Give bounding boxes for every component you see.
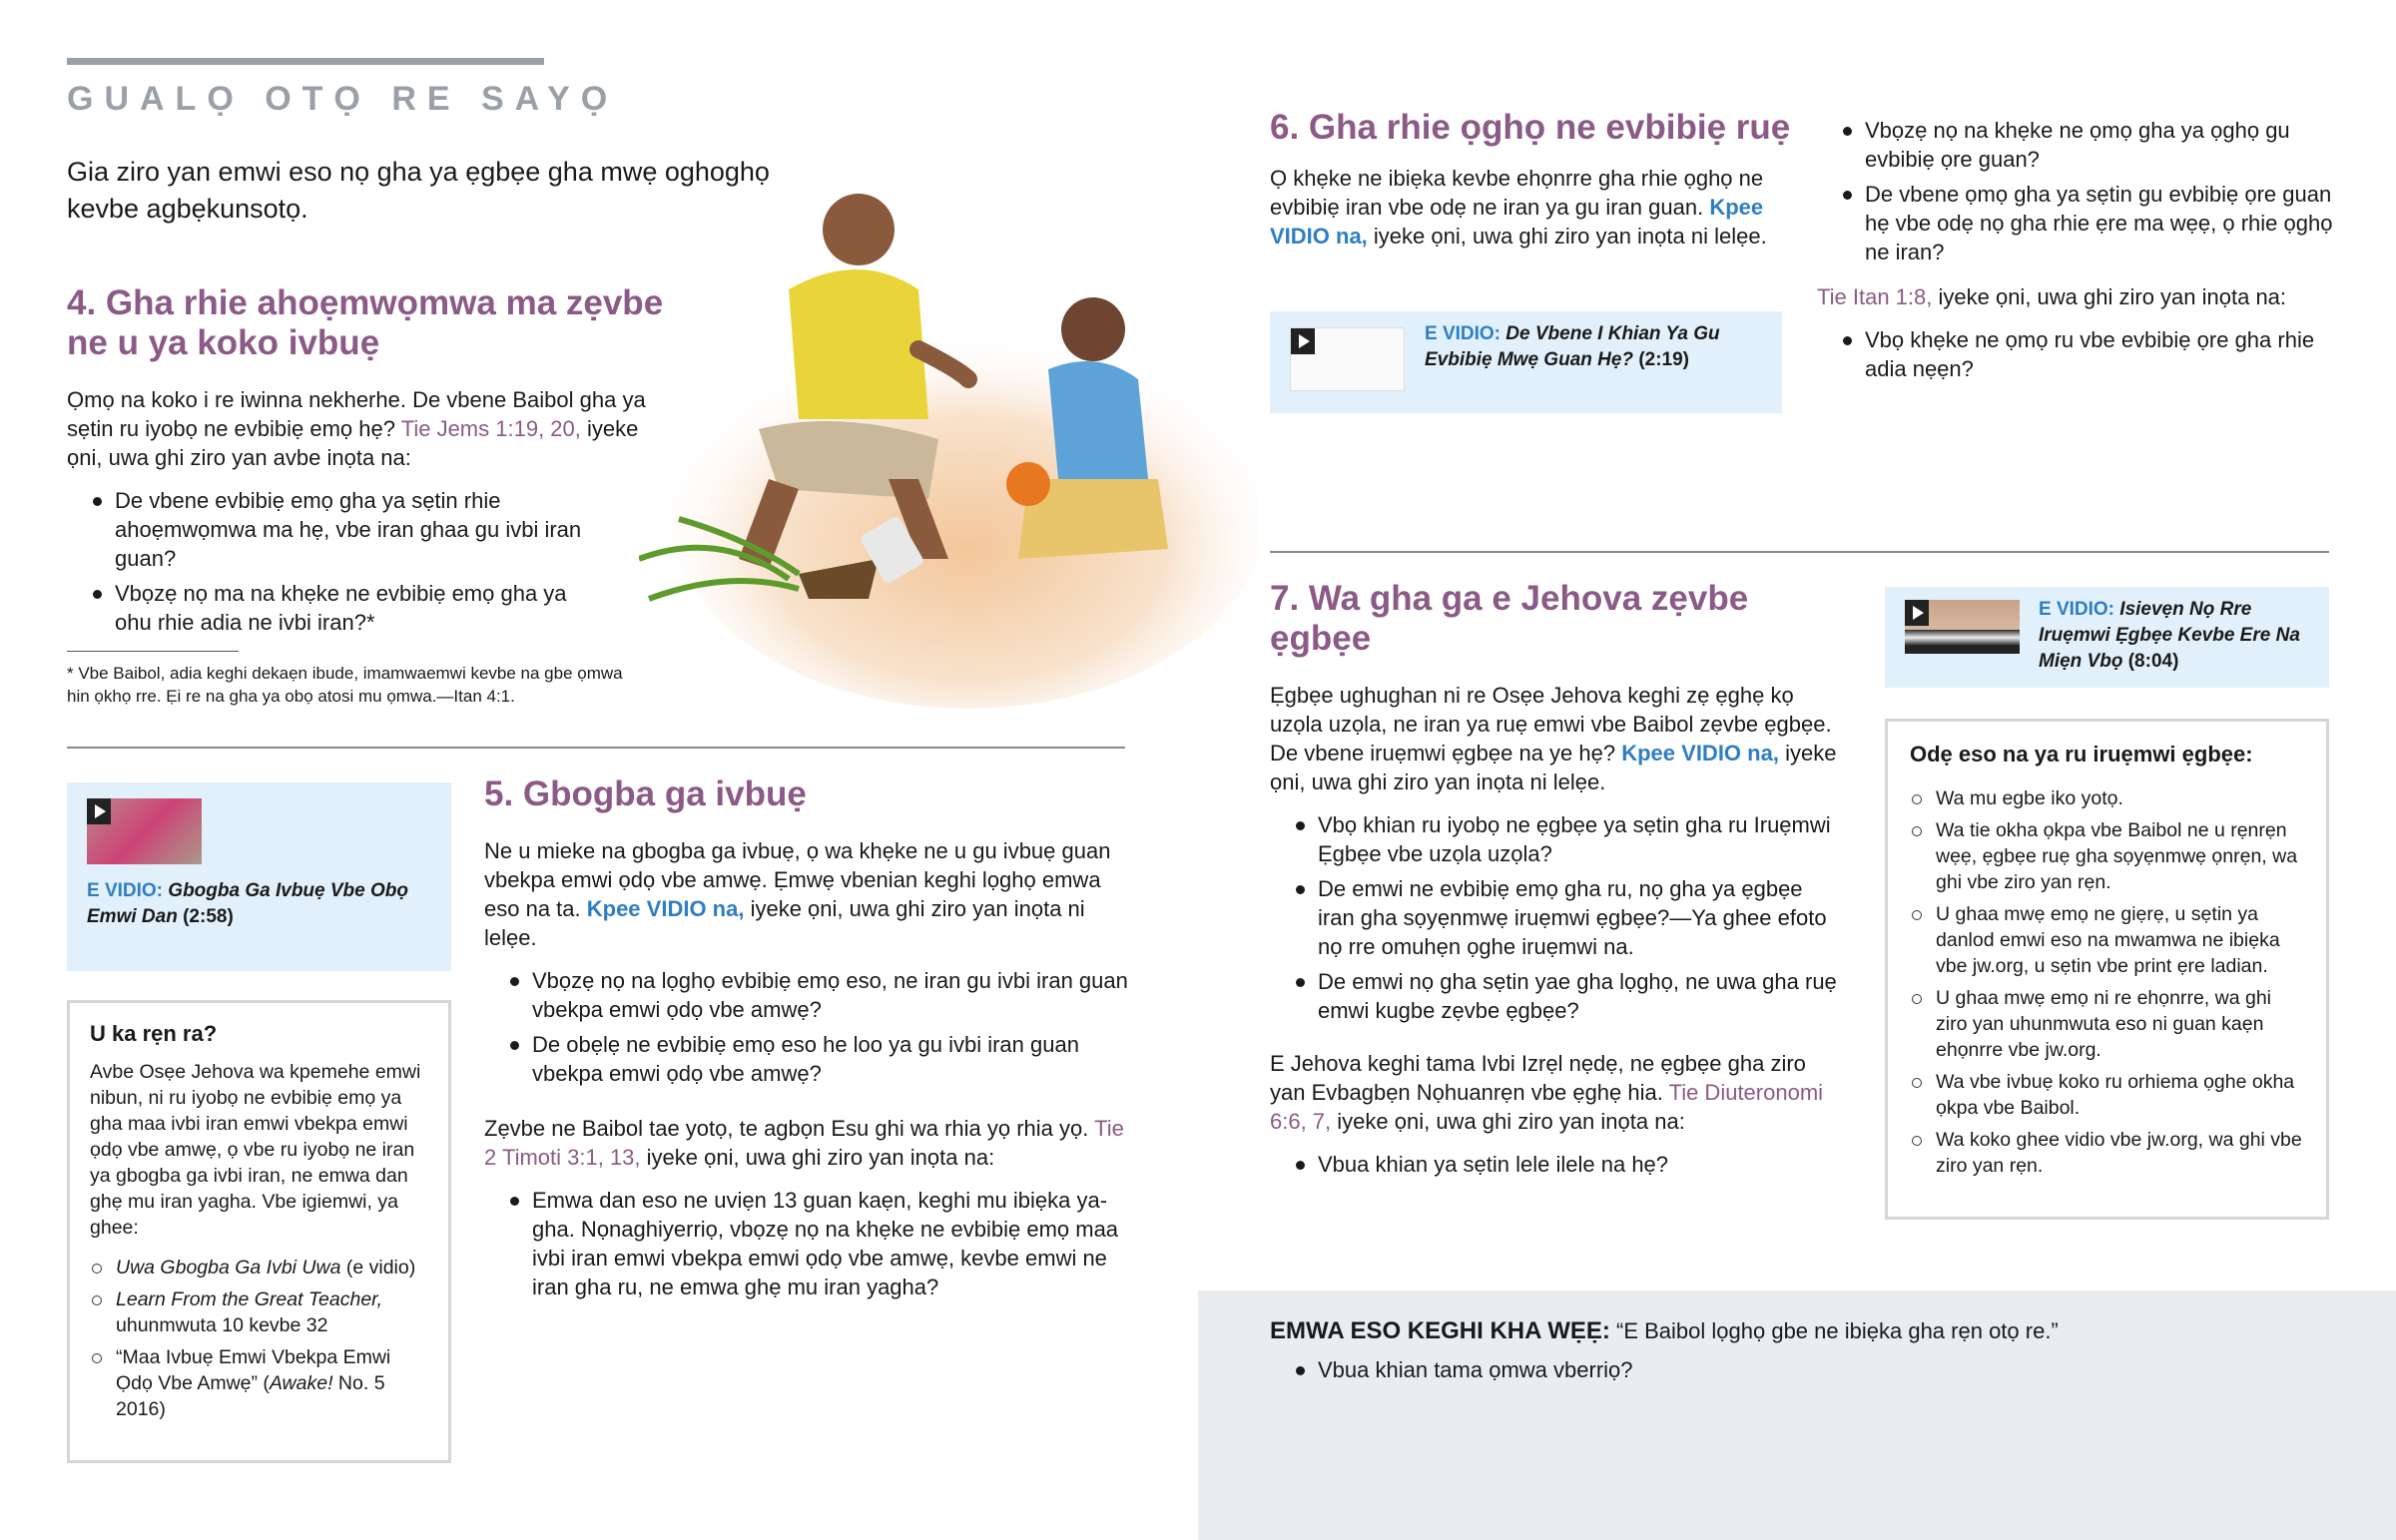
did-you-know-box: U ka rẹn ra? Avbe Osẹe Jehova wa kpemehe emwi nibun, ni ru iyobọ ne evbibiẹ emọ ya gha maa ivbi iran emwi vbekpa emwi ọdọ vbe amwẹ, ọ vbe ru iyobọ ne iran ya gbogba ga ivbi iran, ne emwa dan ghẹ mu iran yagha. Vbe igiemwi, ya ghee: Uwa Gbogba Ga Ivbi Uwa (e vidio) Learn From the Great Teacher, uhunmwuta 10 kevbe 32 “Maa Ivbuẹ Emwi Vbekpa Emwi Ọdọ Vbe Amwẹ” (Awake! No. 5 2016) <box>67 1000 451 1463</box>
question: Vbọzẹ nọ na lọghọ evbibiẹ emọ eso, ne iran gu ivbi iran guan vbekpa emwi ọdọ vbe amwẹ? <box>484 966 1128 1024</box>
section-6: 6. Gha rhie ọghọ ne evbibiẹ ruẹ Ọ khẹke ne ibiẹka kevbe ehọnrre gha rhie ọghọ ne evbibiẹ iran vbe odẹ ne iran ya gu iran guan. Kpee VIDIO na, iyeke ọni, uwa ghi ziro yan inọta ni lelẹe. <box>1270 108 1804 251</box>
scripture-link[interactable]: Tie 2 Timoti 3:1, 13, <box>484 1116 1124 1170</box>
video-thumbnail[interactable] <box>1290 327 1405 391</box>
intro-text: Gia ziro yan emwi eso nọ gha ya ẹgbẹe gha mwẹ oghoghọ kevbe agbẹkunsotọ. <box>67 157 770 224</box>
question: De emwi nọ gha sẹtin yae gha lọghọ, ne uwa gha ruẹ emwi kugbe zẹvbe ẹgbẹe? <box>1270 967 1839 1025</box>
question: De obẹlẹ ne evbibiẹ emọ eso he loo ya gu ivbi iran guan vbekpa emwi ọdọ vbe amwẹ? <box>484 1030 1128 1088</box>
section-4-title: 4. Gha rhie ahoẹmwọmwa ma zẹvbe ne u ya koko ivbuẹ <box>67 283 664 362</box>
tip-item: Wa vbe ivbuẹ koko ru orhiema ọghe okha ọkpa vbe Baibol. <box>1910 1069 2304 1121</box>
video-title[interactable]: Gbogba Ga Ivbuẹ Vbe Obọ Emwi Dan <box>87 880 408 927</box>
box-title: U ka rẹn ra? <box>90 1021 218 1046</box>
section-4 <box>67 283 666 708</box>
video-thumbnail[interactable] <box>87 798 202 864</box>
video-card-7[interactable]: E VIDIO: Isievẹn Nọ Rre Iruẹmwi Ẹgbẹe Kevbe Ere Na Miẹn Vbọ (8:04) <box>1885 587 2329 688</box>
question: Vbọ khian ru iyobọ ne ẹgbẹe ya sẹtin gha ru Iruẹmwi Ẹgbẹe vbe uzọla uzọla? <box>1270 810 1839 868</box>
tip-item: U ghaa mwẹ emọ ne giẹrẹ, u sẹtin ya danlod emwi eso na mwamwa ne ibiẹka vbe jw.org, u sẹtin vbe print ẹre ladian. <box>1910 901 2304 979</box>
video-title[interactable]: Isievẹn Nọ Rre Iruẹmwi Ẹgbẹe Kevbe Ere Na Miẹn Vbọ <box>2039 599 2300 672</box>
section-kicker: GUALỌ OTỌ RE SAYỌ <box>67 80 619 118</box>
tip-item: U ghaa mwẹ emọ ni re ehọnrre, wa ghi ziro yan uhunmwuta eso ni guan kaẹn ehọnrre vbe jw.org. <box>1910 985 2304 1063</box>
question: Emwa dan eso ne uviẹn 13 guan kaẹn, keghi mu ibiẹka yagha. Nọnaghiyerriọ, vbọzẹ nọ na khẹke ne evbibiẹ emọ maa ivbi iran emwi vbekpa emwi ọdọ vbe amwẹ, kevbe emwi ne iran gha ru, ne emwa ghẹ mu iran yagha? <box>484 1186 1128 1301</box>
header-rule <box>67 58 544 65</box>
section-6-title: 6. Gha rhie ọghọ ne evbibiẹ ruẹ <box>1270 108 1791 147</box>
play-icon[interactable] <box>1905 600 1929 626</box>
section-divider <box>1270 551 2329 553</box>
video-title[interactable]: De Vbene I Khian Ya Gu Evbibiẹ Mwẹ Guan Hẹ? <box>1425 323 1720 370</box>
tip-item: Wa tie okha ọkpa vbe Baibol ne u rẹnrẹn wẹẹ, ẹgbẹe ruẹ gha sọyẹnmwẹ ọnrẹn, wa ghi vbe ziro yan rẹn. <box>1910 817 2304 895</box>
tip-item: Wa mu egbe iko yotọ. <box>1910 785 2304 811</box>
section-7-title: 7. Wa gha ga e Jehova zẹvbe ẹgbẹe <box>1270 579 1749 658</box>
question: Vbọzẹ nọ na khẹke ne ọmọ gha ya ọghọ gu evbibiẹ ọre guan? <box>1817 116 2336 174</box>
scripture-link[interactable]: Tie Itan 1:8, <box>1817 284 1933 309</box>
question: Vbọzẹ nọ ma na khẹke ne evbibiẹ emọ gha ya ohu rhie adia ne ivbi iran?* <box>67 579 586 637</box>
play-icon[interactable] <box>87 798 111 824</box>
question: Vbọ khẹke ne ọmọ ru vbe evbibiẹ ọre gha rhie adia nẹẹn? <box>1817 325 2336 383</box>
video-card-5[interactable]: E VIDIO: Gbogba Ga Ivbuẹ Vbe Obọ Emwi Dan (2:58) <box>67 782 451 971</box>
question: De vbene evbibiẹ emọ gha ya sẹtin rhie ahoẹmwọmwa ma hẹ, vbe iran ghaa gu ivbi iran guan? <box>67 486 586 573</box>
some-people-say-panel <box>1198 1290 2396 1540</box>
section-4-questions <box>67 486 586 637</box>
section-4-text: Ọmọ na koko i re iwinna nekherhe. De vbene Baibol gha ya sẹtin ru iyobọ ne evbibiẹ emọ hẹ? Tie Jems 1:19, 20, iyeke ọni, uwa ghi ziro yan avbe inọta na: <box>67 387 646 470</box>
scripture-link[interactable]: Tie Diuteronomi 6:6, 7, <box>1270 1080 1824 1134</box>
video-thumbnail[interactable] <box>1905 600 2020 654</box>
section-7: 7. Wa gha ga e Jehova zẹvbe ẹgbẹe Ẹgbẹe ughughan ni re Osẹe Jehova keghi zẹ ẹghẹ kọ uzọla uzọla, ne iran ya ruẹ emwi vbe Baibol zẹvbe ẹgbẹe. De vbene iruẹmwi ẹgbẹe na ye hẹ? Kpee VIDIO na, iyeke ọni, uwa ghi ziro yan inọta ni lelẹe. Vbọ khian ru iyobọ ne ẹgbẹe ya sẹtin gha ru Iruẹmwi Ẹgbẹe vbe uzọla uzọla? De emwi ne evbibiẹ emọ gha ru, nọ gha ya ẹgbẹe iran gha sọyẹnmwẹ iruẹmwi ẹgbẹe?—Ya ghee efoto nọ rre omuhẹn ọghe iruẹmwi na. De emwi nọ gha sẹtin yae gha lọghọ, ne uwa gha ruẹ emwi kugbe zẹvbe ẹgbẹe? E Jehova keghi tama Ivbi Izrẹl nẹdẹ, ne ẹgbẹe gha ziro yan Evbagbẹn Nọhuanrẹn vbe ẹghẹ hia. Tie Diuteronomi 6:6, 7, iyeke ọni, uwa ghi ziro yan inọta na: Vbua khian ya sẹtin lele ilele na hẹ? <box>1270 579 1839 1185</box>
resource-item: “Maa Ivbuẹ Emwi Vbekpa Emwi Ọdọ Vbe Amwẹ” (Awake! No. 5 2016) <box>90 1344 428 1422</box>
section-5-title: 5. Gbogba ga ivbuẹ <box>484 774 807 813</box>
footnote: * Vbe Baibol, adia keghi dekaẹn ibude, imamwaemwi kevbe na gbe ọmwa hin ọkhọ rre. Ẹi re na gha ya obọ atosi mu ọmwa.—Itan 4:1. <box>67 664 623 706</box>
resource-item: Learn From the Great Teacher, uhunmwuta 10 kevbe 32 <box>90 1286 428 1338</box>
summary-label: EMWA ESO KEGHI KHA WẸẸ: <box>1270 1317 1610 1344</box>
question: Vbua khian ya sẹtin lele ilele na hẹ? <box>1270 1150 1839 1179</box>
box-title: Odẹ eso na ya ru iruẹmwi ẹgbẹe: <box>1910 742 2253 767</box>
parent-child-illustration <box>639 180 1258 709</box>
footnote-rule <box>67 651 239 652</box>
section-6-questions: Vbọzẹ nọ na khẹke ne ọmọ gha ya ọghọ gu evbibiẹ ọre guan? De vbene ọmọ gha ya sẹtin gu evbibiẹ ọre guan hẹ vbe odẹ nọ gha rhie ẹre ma wẹẹ, ọ rhie ọghọ ne iran? Tie Itan 1:8, iyeke ọni, uwa ghi ziro yan inọta na: Vbọ khẹke ne ọmọ ru vbe evbibiẹ ọre gha rhie adia nẹẹn? <box>1817 116 2336 389</box>
question: De vbene ọmọ gha ya sẹtin gu evbibiẹ ọre guan hẹ vbe odẹ nọ gha rhie ẹre ma wẹẹ, ọ rhie ọghọ ne iran? <box>1817 180 2336 266</box>
video-link[interactable]: Kpee VIDIO na, <box>1621 741 1779 766</box>
video-link[interactable]: Kpee VIDIO na, <box>586 896 745 921</box>
question: De emwi ne evbibiẹ emọ gha ru, nọ gha ya ẹgbẹe iran gha sọyẹnmwẹ iruẹmwi ẹgbẹe?—Ya ghee efoto nọ rre omuhẹn ọghe iruẹmwi na. <box>1270 874 1839 961</box>
play-icon[interactable] <box>1291 328 1315 354</box>
summary-quote: “E Baibol lọghọ gbe ne ibiẹka gha rẹn otọ re.” <box>1609 1318 2059 1343</box>
section-5: 5. Gbogba ga ivbuẹ Ne u mieke na gbogba ga ivbuẹ, ọ wa khẹke ne u gu ivbuẹ guan vbekpa emwi ọdọ vbe amwẹ. Ẹmwẹ vbenian keghi lọghọ emwa eso na ta. Kpee VIDIO na, iyeke ọni, uwa ghi ziro yan inọta ni lelẹe. Vbọzẹ nọ na lọghọ evbibiẹ emọ eso, ne iran gu ivbi iran guan vbekpa emwi ọdọ vbe amwẹ? De obẹlẹ ne evbibiẹ emọ eso he loo ya gu ivbi iran guan vbekpa emwi ọdọ vbe amwẹ? Zẹvbe ne Baibol tae yotọ, te agbọn Esu ghi wa rhia yọ rhia yọ. Tie 2 Timoti 3:1, 13, iyeke ọni, uwa ghi ziro yan inọta na: Emwa dan eso ne uviẹn 13 guan kaẹn, keghi mu ibiẹka yagha. Nọnaghiyerriọ, vbọzẹ nọ na khẹke ne evbibiẹ emọ maa ivbi iran emwi vbekpa emwi ọdọ vbe amwẹ, kevbe emwi ne iran gha ru, ne emwa ghẹ mu iran yagha? <box>484 774 1128 1299</box>
resource-item: Uwa Gbogba Ga Ivbi Uwa (e vidio) <box>90 1255 428 1281</box>
scripture-link[interactable]: Tie Jems 1:19, 20, <box>400 416 581 441</box>
question: Vbua khian tama ọmwa vberriọ? <box>1270 1355 2368 1384</box>
family-worship-tips-box <box>1885 719 2329 1220</box>
section-divider <box>67 747 1125 749</box>
video-card-6[interactable]: E VIDIO: De Vbene I Khian Ya Gu Evbibiẹ Mwẹ Guan Hẹ? (2:19) <box>1270 311 1782 413</box>
video-link[interactable]: Kpee VIDIO na, <box>1270 195 1764 249</box>
tip-item: Wa koko ghee vidio vbe jw.org, wa ghi vbe ziro yan rẹn. <box>1910 1127 2304 1179</box>
